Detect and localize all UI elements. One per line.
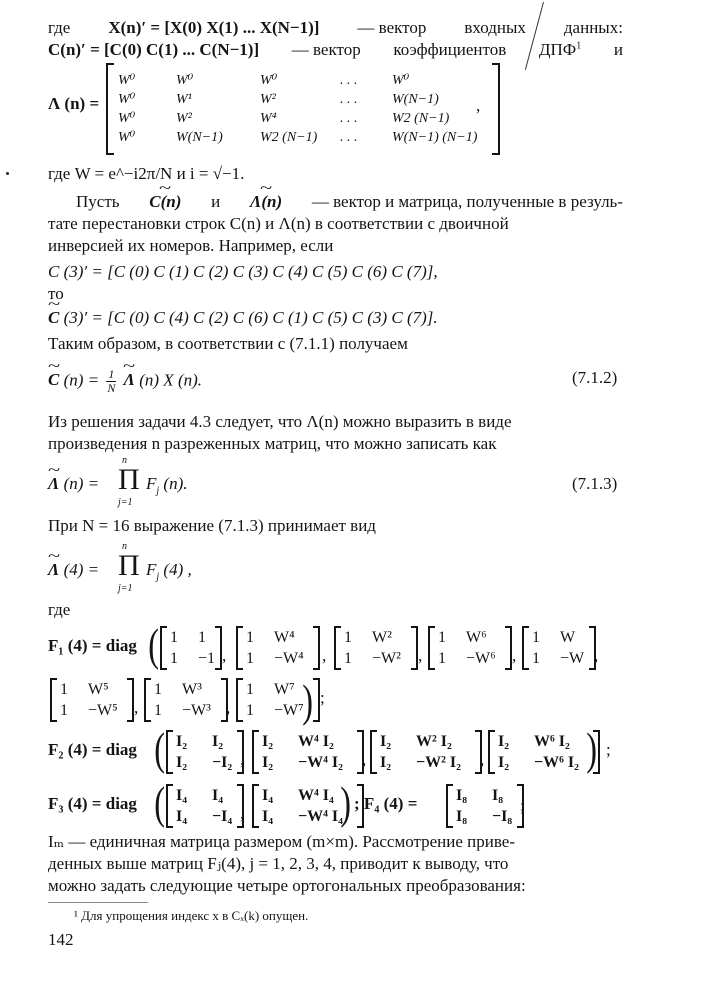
- block-matrix-cell: W⁷: [274, 680, 295, 698]
- block-matrix-cells: [243, 627, 313, 669]
- matrix-cell-r4-c1: W⁰: [118, 130, 136, 145]
- block-matrix: [252, 730, 367, 774]
- product-upper-limit: n: [122, 541, 127, 552]
- block-matrix: [50, 678, 134, 722]
- block-matrix-cell: W²: [372, 628, 392, 646]
- text-and: и: [211, 192, 221, 211]
- bracket-right: [215, 626, 222, 670]
- block-matrix-cell: 1: [438, 628, 446, 646]
- bracket-left: [236, 678, 243, 722]
- separator: ,: [362, 750, 367, 769]
- block-matrix-cell: I₂: [212, 732, 224, 750]
- matrix-left-bracket: [106, 63, 114, 155]
- block-matrix: [160, 626, 222, 670]
- equation-number: (7.1.2): [572, 368, 618, 387]
- margin-dot: [6, 172, 9, 175]
- bracket-left: [370, 730, 377, 774]
- block-matrix-cell: I₈: [456, 786, 468, 804]
- bracket-right: [127, 678, 134, 722]
- block-matrix-cell: 1: [60, 680, 68, 698]
- block-matrix-cell: −I₄: [212, 807, 233, 825]
- dft-label: ДПФ: [538, 40, 577, 59]
- bracket-right: [505, 626, 512, 670]
- block-matrix-cell: −I₈: [492, 807, 513, 825]
- block-matrix: [166, 784, 244, 828]
- text-dft: [539, 40, 581, 60]
- f3-lhs: F₃ (4) = diag: [48, 794, 137, 813]
- para3-line2: произведения n разреженных матриц, что можно записать как: [48, 434, 497, 453]
- block-matrix-cell: 1: [246, 680, 254, 698]
- separator: ,: [226, 698, 231, 717]
- coef-vector-def: C(n)′ = [C(0) C(1) ... C(N−1)]: [48, 40, 260, 59]
- text-input: входных: [464, 18, 526, 37]
- fraction: [106, 368, 116, 395]
- block-matrix-cell: I₂: [498, 732, 510, 750]
- bracket-left: [488, 730, 495, 774]
- matrix-cell-r2-c3: W²: [260, 91, 276, 107]
- block-matrix-cells: [259, 731, 357, 773]
- f2-lhs: F₂ (4) = diag: [48, 740, 137, 759]
- block-matrix-cell: I₈: [456, 807, 468, 825]
- f-subscript: j: [156, 485, 160, 497]
- block-matrix-cell: I₄: [262, 786, 274, 804]
- block-matrix-cell: W² I₂: [416, 732, 452, 750]
- lambda-tilde: ~ Λ: [48, 474, 59, 494]
- block-matrix-cell: I₂: [498, 753, 510, 771]
- block-matrix-cells: [173, 785, 237, 827]
- matrix-cell-r4-c4: . . .: [340, 129, 358, 145]
- block-matrix-cell: −W⁴: [274, 649, 304, 667]
- block-matrix-cell: I₂: [262, 732, 274, 750]
- block-matrix-cell: 1: [532, 628, 540, 646]
- block-matrix: [144, 678, 231, 722]
- footnote-ref: 1: [576, 40, 582, 52]
- block-matrix-cells: [453, 785, 517, 827]
- block-matrix-cell: −W⁵: [88, 701, 118, 719]
- para5-line1: Iₘ — единичная матрица размером (m×m). Рассмотрение приве-: [48, 832, 515, 851]
- block-matrix-cells: [57, 679, 127, 721]
- product-symbol: Π: [118, 463, 140, 496]
- para3-line1: Из решения задачи 4.3 следует, что Λ(n) можно выразить в виде: [48, 412, 512, 431]
- bracket-right: [313, 678, 320, 722]
- block-matrix-cell: I₂: [176, 732, 188, 750]
- product-lower-limit: j=1: [118, 497, 133, 508]
- block-matrix-cell: −W³: [182, 701, 211, 719]
- block-matrix-cell: 1: [246, 649, 254, 667]
- semicolon: ;: [520, 796, 525, 815]
- footnote: ¹ Для упрощения индекс x в Cₓ(k) опущен.: [74, 908, 309, 923]
- block-matrix-cell: W⁶: [466, 628, 487, 646]
- block-matrix-cell: 1: [198, 628, 206, 646]
- block-matrix-cell: −W⁴ I₂: [298, 753, 343, 771]
- block-matrix-cell: 1: [154, 701, 162, 719]
- eq-lambda4-rhs: [146, 560, 192, 583]
- lambda-tilde: ~ Λ: [48, 560, 59, 580]
- block-matrix-cell: −1: [198, 649, 216, 667]
- block-matrix-cell: I₂: [262, 753, 274, 771]
- paren-close: ): [586, 723, 598, 774]
- matrix-cell-r1-c1: W⁰: [118, 73, 136, 88]
- separator: ,: [418, 646, 423, 665]
- bracket-left: [252, 730, 259, 774]
- block-matrix-cell: 1: [154, 680, 162, 698]
- text-rest: — вектор и матрица, полученные в резуль-: [311, 192, 623, 211]
- semicolon: ;: [606, 740, 611, 759]
- bracket-left: [446, 784, 453, 828]
- block-matrix-cell: −W⁶: [466, 649, 496, 667]
- input-vector-def: X(n)′ = [X(0) X(1) ... X(N−1)]: [108, 18, 320, 37]
- c-tilde: ~ C(n): [149, 192, 181, 212]
- block-matrix-cell: −W⁷: [274, 701, 304, 719]
- block-matrix-cell: W³: [182, 680, 202, 698]
- block-matrix-cell: −W⁶ I₂: [534, 753, 579, 771]
- block-matrix-cell: I₄: [262, 807, 274, 825]
- block-matrix-cell: W⁴ I₂: [298, 732, 334, 750]
- eq-lhs-arg: (n) =: [63, 474, 100, 493]
- paren-open: (: [154, 723, 166, 774]
- text-coefficients: коэффициентов: [393, 40, 507, 59]
- matrix-cell-r2-c5: W(N−1): [392, 91, 439, 107]
- block-matrix-cell: −W⁴ I₄: [298, 807, 343, 825]
- block-matrix-cell: 1: [438, 649, 446, 667]
- bracket-left: [236, 626, 243, 670]
- block-matrix-cell: −W: [560, 649, 585, 667]
- product-upper-limit: n: [122, 455, 127, 466]
- bracket-left: [428, 626, 435, 670]
- bracket-left: [50, 678, 57, 722]
- paren-close: ): [340, 777, 352, 828]
- separator: ,: [480, 750, 485, 769]
- dft-matrix: [106, 63, 500, 155]
- text-let: Пусть: [76, 192, 120, 211]
- block-matrix-cell: 1: [344, 649, 352, 667]
- w-definition: [48, 164, 244, 184]
- block-matrix: [236, 626, 320, 670]
- page-number: 142: [48, 930, 74, 949]
- footnote-rule: [48, 902, 148, 903]
- bracket-left: [166, 730, 173, 774]
- matrix-cell-r1-c5: W⁰: [392, 73, 410, 88]
- text-vector: — вектор: [357, 18, 427, 37]
- para5-line2: денных выше матриц Fⱼ(4), j = 1, 2, 3, 4, приводит к выводу, что: [48, 854, 509, 873]
- block-matrix-cell: 1: [246, 628, 254, 646]
- paren-open: (: [148, 619, 160, 670]
- para1-line3: инверсией их номеров. Например, если: [48, 236, 334, 255]
- product-lower-limit: j=1: [118, 583, 133, 594]
- para4: При N = 16 выражение (7.1.3) принимает вид: [48, 516, 376, 535]
- separator: ,: [240, 804, 245, 823]
- block-matrix: [428, 626, 512, 670]
- text-where: где: [48, 600, 71, 619]
- eq-rhs: (n) X (n).: [139, 370, 203, 390]
- f-arg: (n).: [163, 474, 188, 493]
- c-tilde: ~ C: [48, 370, 59, 390]
- separator: ,: [594, 646, 599, 665]
- bracket-left: [144, 678, 151, 722]
- block-matrix-cells: [341, 627, 411, 669]
- matrix-comma: ,: [476, 96, 481, 115]
- separator: ,: [240, 750, 245, 769]
- block-matrix-cell: W⁶ I₂: [534, 732, 570, 750]
- text-line-2: [48, 40, 623, 60]
- eq-c3-tilde-rhs: (3)′ = [C (0) C (4) C (2) C (6) C (1) C (5) C (3) C (7)].: [63, 308, 438, 327]
- block-matrix-cell: I₄: [176, 807, 188, 825]
- block-matrix-cell: W⁴: [274, 628, 295, 646]
- f-subscript: j: [156, 571, 160, 583]
- bracket-left: [160, 626, 167, 670]
- eq-lhs-arg: (4) =: [63, 560, 100, 579]
- matrix-cell-r3-c5: W2 (N−1): [392, 110, 450, 126]
- f1-lhs: F₁ (4) = diag: [48, 636, 137, 655]
- block-matrix-cells: [435, 627, 505, 669]
- c-tilde-lhs: ~ C: [48, 308, 59, 328]
- text-then: то: [48, 284, 64, 303]
- matrix-cell-r1-c2: W⁰: [176, 73, 194, 88]
- lambda-tilde: ~ Λ(n): [250, 192, 282, 212]
- separator: ,: [322, 646, 327, 665]
- separator: ,: [512, 646, 517, 665]
- matrix-cell-r3-c2: W²: [176, 110, 192, 126]
- block-matrix-cell: 1: [532, 649, 540, 667]
- text-where: где: [48, 18, 71, 37]
- dft-matrix-cells: [114, 71, 492, 147]
- f4-lhs: ; F₄ (4) =: [354, 794, 418, 813]
- matrix-cell-r4-c5: W(N−1) (N−1): [392, 129, 478, 145]
- block-matrix-cells: [167, 627, 215, 669]
- block-matrix-cell: −W²: [372, 649, 401, 667]
- text-data: данных:: [563, 18, 623, 37]
- block-matrix-cell: I₂: [176, 753, 188, 771]
- matrix-cell-r2-c4: . . .: [340, 91, 358, 107]
- block-matrix-cell: 1: [170, 628, 178, 646]
- block-matrix-cell: −I₂: [212, 753, 233, 771]
- block-matrix-cell: I₄: [212, 786, 224, 804]
- eq-c3: C (3)′ = [C (0) C (1) C (2) C (3) C (4) C (5) C (6) C (7)],: [48, 262, 438, 281]
- block-matrix-cell: I₂: [380, 753, 392, 771]
- block-matrix: [446, 784, 524, 828]
- block-matrix-cell: I₂: [380, 732, 392, 750]
- block-matrix: [488, 730, 600, 774]
- block-matrix-cells: [173, 731, 237, 773]
- equation-number: (7.1.3): [572, 474, 618, 493]
- matrix-right-bracket: [492, 63, 500, 155]
- block-matrix-cell: 1: [246, 701, 254, 719]
- block-matrix-cells: [495, 731, 593, 773]
- block-matrix-cell: 1: [344, 628, 352, 646]
- bracket-left: [522, 626, 529, 670]
- block-matrix: [334, 626, 418, 670]
- paren-open: (: [154, 777, 166, 828]
- f-symbol: F: [146, 474, 157, 493]
- block-matrix-cells: [377, 731, 475, 773]
- bracket-left: [334, 626, 341, 670]
- product-symbol: Π: [118, 549, 140, 582]
- fraction-numerator: 1: [108, 367, 115, 381]
- para1-line1: [76, 192, 623, 212]
- block-matrix-cell: W: [560, 628, 576, 646]
- matrix-cell-r2-c1: W⁰: [118, 92, 136, 107]
- para2: Таким образом, в соответствии с (7.1.1) получаем: [48, 334, 408, 353]
- eq-7-1-3: [48, 474, 99, 494]
- w-def-text: где W = e^−i2π/N и i = √−1.: [48, 164, 245, 183]
- eq-lhs-arg: (n) =: [63, 370, 100, 390]
- matrix-cell-r1-c3: W⁰: [260, 73, 278, 88]
- eq-7-1-2: [48, 368, 202, 395]
- block-matrix-cell: −W² I₂: [416, 753, 461, 771]
- matrix-cell-r3-c4: . . .: [340, 110, 358, 126]
- block-matrix-cell: I₈: [492, 786, 504, 804]
- f-symbol: F: [146, 560, 157, 579]
- fraction-denominator: N: [107, 381, 116, 395]
- matrix-cell-r3-c1: W⁰: [118, 111, 136, 126]
- bracket-right: [313, 626, 320, 670]
- semicolon: ;: [320, 688, 325, 707]
- bracket-left: [166, 784, 173, 828]
- block-matrix: [370, 730, 485, 774]
- matrix-cell-r1-c4: . . .: [340, 72, 358, 88]
- block-matrix: [166, 730, 244, 774]
- f-arg: (4) ,: [163, 560, 192, 579]
- block-matrix-cell: W⁵: [88, 680, 109, 698]
- block-matrix-cell: I₄: [176, 786, 188, 804]
- block-matrix-cell: 1: [60, 701, 68, 719]
- para5-line3: можно задать следующие четыре ортогональных преобразования:: [48, 876, 526, 895]
- matrix-cell-r4-c3: W2 (N−1): [260, 129, 318, 145]
- lambda-lhs: Λ (n) =: [48, 94, 100, 113]
- eq-c3-tilde: [48, 308, 438, 328]
- matrix-cell-r2-c2: W¹: [176, 91, 192, 107]
- bracket-left: [252, 784, 259, 828]
- eq-7-1-3-rhs: [146, 474, 188, 497]
- matrix-cell-r4-c2: W(N−1): [176, 129, 223, 145]
- block-matrix-cells: [151, 679, 221, 721]
- text-vector: — вектор: [291, 40, 361, 59]
- matrix-cell-r3-c3: W⁴: [260, 110, 277, 126]
- block-matrix-cell: W⁴ I₄: [298, 786, 334, 804]
- lambda-tilde: ~ Λ: [124, 370, 135, 390]
- separator: ,: [134, 698, 139, 717]
- block-matrix-cell: 1: [170, 649, 178, 667]
- separator: ,: [222, 646, 227, 665]
- block-matrix-cells: [529, 627, 589, 669]
- block-matrix: [522, 626, 599, 670]
- text-and: и: [613, 40, 623, 59]
- para1-line2: тате перестановки строк C(n) и Λ(n) в соответствии с двоичной: [48, 214, 509, 233]
- paren-close: ): [302, 675, 314, 726]
- bracket-right: [411, 626, 418, 670]
- eq-lambda4: [48, 560, 99, 580]
